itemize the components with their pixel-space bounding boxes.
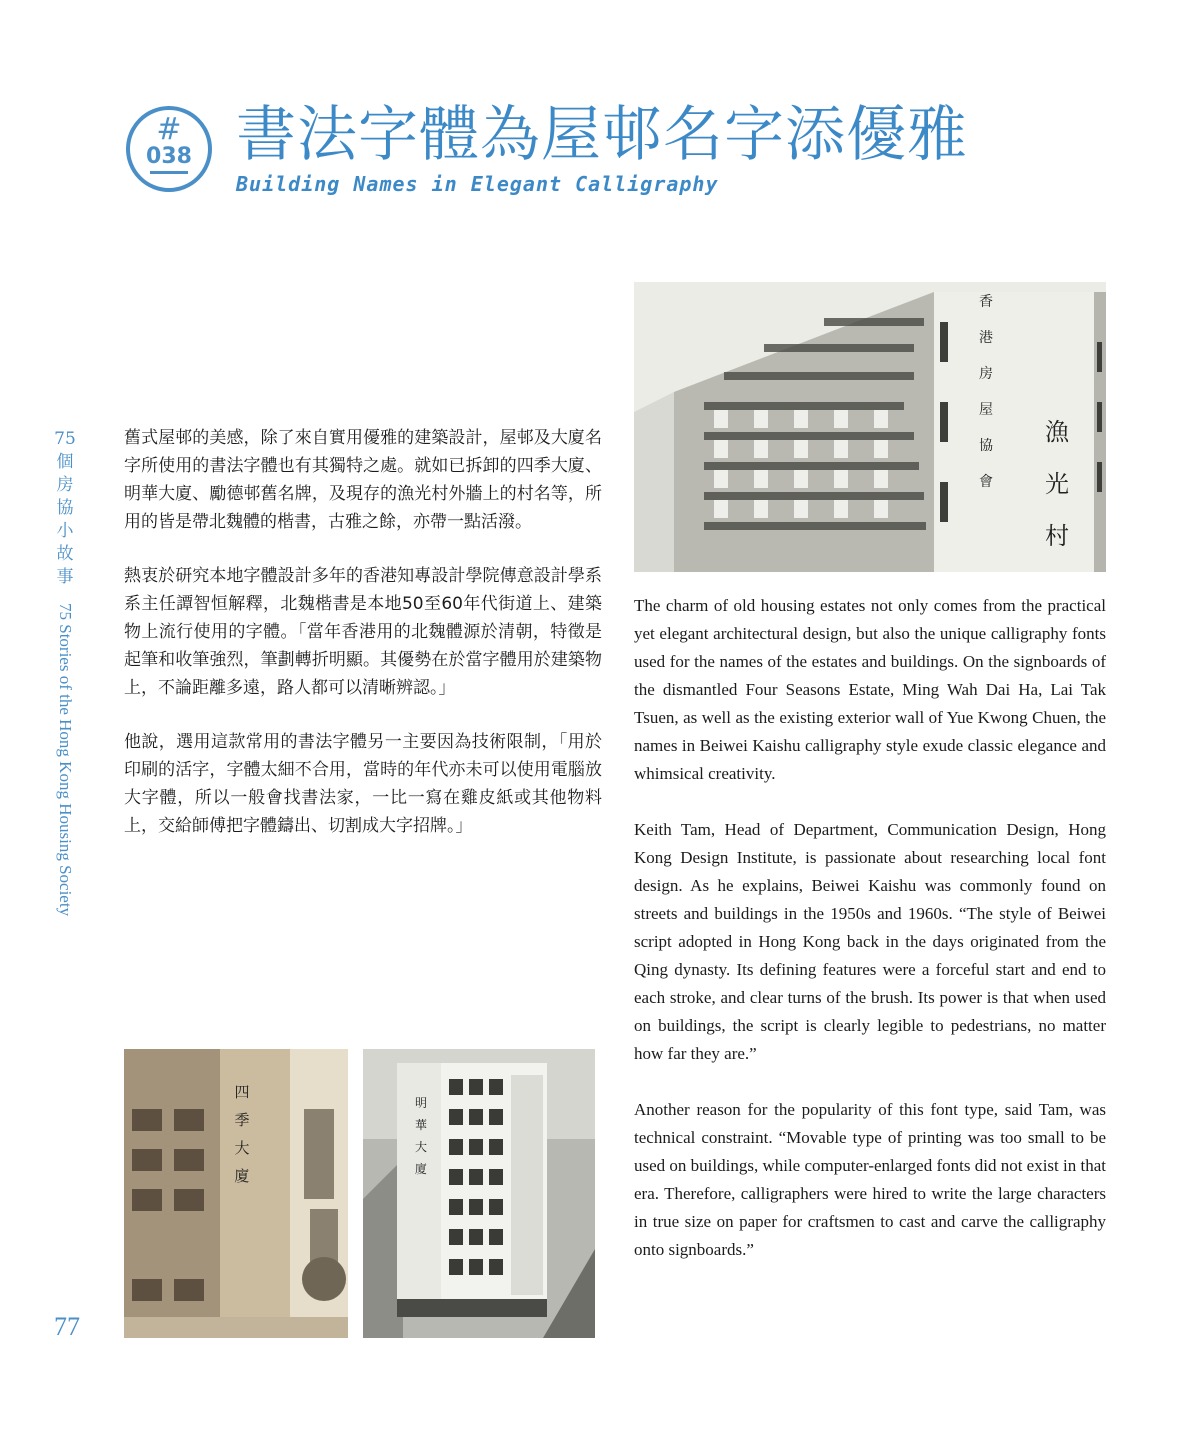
- side-running-title: [52, 428, 78, 916]
- sign-char: 明: [414, 1096, 428, 1110]
- sign-char: 季: [234, 1111, 250, 1129]
- sign-char: 四: [234, 1083, 250, 1101]
- sign-char: 大: [414, 1140, 428, 1154]
- sign-char: 協: [979, 438, 993, 454]
- sign-char: 廈: [234, 1167, 250, 1185]
- chinese-paragraph: 熱衷於研究本地字體設計多年的香港知專設計學院傳意設計學系系主任譚智恒解釋，北魏楷書是本地50至60年代街道上、建築物上流行使用的字體。「當年香港用的北魏體源於清朝，特徵是起筆和收筆強烈，筆劃轉折明顯。其優勢在於當字體用於建築物上，不論距離多遠，路人都可以清晰辨認。」: [124, 566, 602, 698]
- sign-char: 大: [234, 1139, 250, 1157]
- english-body-column: [634, 592, 1106, 1292]
- badge-hash: #: [156, 112, 182, 147]
- side-title-zh-7: 事: [56, 567, 74, 587]
- four-seasons-estate-photo: [124, 1049, 348, 1338]
- english-paragraph: Another reason for the popularity of this font type, said Tam, was technical constraint. “Movable type of printing was too small to be used on buildings, while computer-enlarged fonts did not exist in that era. Therefore, calligraphers were hired to write the large characters in true size on paper for craftsmen to cast and carve the calligraphy onto signboards.”: [634, 1100, 1106, 1259]
- sign-char: 會: [979, 474, 993, 490]
- side-title-zh-5: 小: [56, 521, 74, 541]
- badge-underline: [150, 171, 188, 174]
- sign-char: 華: [414, 1118, 428, 1132]
- sign-char: 廈: [414, 1162, 428, 1176]
- sign-char: 港: [979, 330, 993, 346]
- page-title-chinese: 書法字體為屋邨名字添優雅: [236, 100, 968, 170]
- sign-char: 村: [1045, 522, 1069, 550]
- side-title-zh-2: 個: [56, 452, 74, 472]
- page-title-english: Building Names in Elegant Calligraphy: [236, 172, 719, 196]
- chinese-body-column: [124, 424, 602, 866]
- badge-number: 038: [146, 144, 192, 169]
- side-title-zh-3: 房: [56, 475, 74, 495]
- ming-wah-dai-ha-photo: [363, 1049, 595, 1338]
- side-title-zh-6: 故: [56, 544, 74, 564]
- english-paragraph: Keith Tam, Head of Department, Communication Design, Hong Kong Design Institute, is passionate about researching local font design. As he explains, Beiwei Kaishu was commonly found on streets and buildings in the 1950s and 1960s. “The style of Beiwei script adopted in Hong Kong back in the days originated from the Qing dynasty. Its defining features were a forceful start and end to each stroke, and clear turns of the brush. Its power is that when used on buildings, the script is clearly legible to pedestrians, no matter how far they are.”: [634, 820, 1106, 1063]
- chinese-paragraph: 舊式屋邨的美感，除了來自實用優雅的建築設計，屋邨及大廈名字所使用的書法字體也有其獨特之處。就如已拆卸的四季大廈、明華大廈、勵德邨舊名牌，及現存的漁光村外牆上的村名等，所用的皆是帶北魏體的楷書，古雅之餘，亦帶一點活潑。: [124, 428, 602, 532]
- sign-char: 漁: [1045, 418, 1069, 446]
- chinese-paragraph: 他說，選用這款常用的書法字體另一主要因為技術限制，「用於印刷的活字，字體太細不合用，當時的年代亦未可以使用電腦放大字體，所以一般會找書法家，一比一寫在雞皮紙或其他物料上，交給師傅把字體鑄出、切割成大字招牌。」: [124, 732, 602, 836]
- side-title-zh-4: 協: [56, 498, 74, 518]
- english-paragraph: The charm of old housing estates not only comes from the practical yet elegant architectural design, but also the unique calligraphy fonts used for the names of the estates and buildings. On the signboards of the dismantled Four Seasons Estate, Ming Wah Dai Ha, Lai Tak Tsuen, as well as the existing exterior wall of Yue Kwong Chuen, the names in Beiwei Kaishu calligraphy style exude classic elegance and whimsical creativity.: [634, 596, 1106, 783]
- sign-char: 香: [979, 294, 993, 310]
- story-number-badge: [126, 106, 212, 192]
- sign-char: 房: [979, 366, 993, 382]
- yue-kwong-chuen-photo: [634, 282, 1106, 572]
- side-title-zh-1: 75: [54, 429, 76, 449]
- sign-char: 光: [1045, 470, 1069, 498]
- sign-char: 屋: [979, 402, 993, 418]
- side-title-english: 75 Stories of the Hong Kong Housing Society: [56, 603, 75, 917]
- page-number: 77: [54, 1312, 80, 1341]
